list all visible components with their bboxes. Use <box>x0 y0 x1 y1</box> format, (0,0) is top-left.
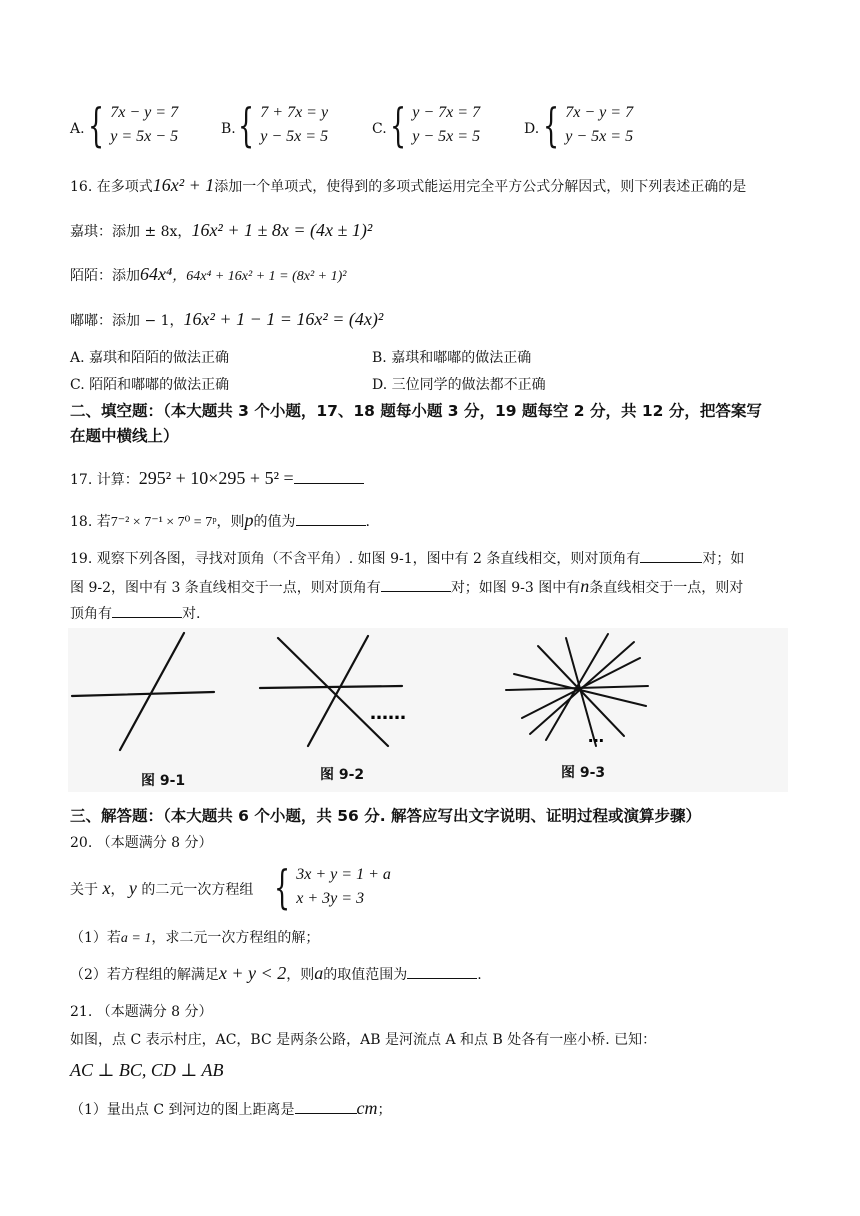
q16-option-d: D. 三位同学的做法都不正确 <box>372 377 546 393</box>
math-variable: a <box>314 963 324 983</box>
question-text: 的二元一次方程组 <box>141 882 254 898</box>
question-19-line-1 <box>70 548 800 569</box>
question-21-text: 如图，点 C 表示村庄，AC，BC 是两条公路，AB 是河流点 A 和点 B 处各有一座小桥. 已知： <box>70 1032 657 1048</box>
answer-blank[interactable] <box>295 1099 357 1114</box>
question-text: 对. <box>182 606 201 622</box>
question-text: 条直线相交于一点，则对 <box>589 580 744 596</box>
math-expression: a = 1 <box>120 931 152 946</box>
brace-icon: { <box>390 98 407 152</box>
question-number: 17. 计算： <box>70 472 139 488</box>
answer-nana <box>70 309 800 331</box>
option-label: D. <box>524 121 540 137</box>
equation-system <box>543 98 634 152</box>
question-20-head: 20. （本题满分 8 分） <box>70 835 213 851</box>
q16-option-b: B. 嘉琪和嘟嘟的做法正确 <box>372 350 532 366</box>
answer-blank[interactable] <box>112 603 182 618</box>
question-number: 18. 若 <box>70 514 111 530</box>
punctuation: ， <box>110 882 125 898</box>
math-expression: ，64x⁴ + 16x² + 1 = (8x² + 1)² <box>172 269 347 284</box>
question-17 <box>70 468 800 490</box>
question-text: 图 9-2，图中有 3 条直线相交于一点，则对顶角有 <box>70 580 381 596</box>
question-text: 对；如图 9-3 图中有 <box>450 580 581 596</box>
math-expression: x + y < 2 <box>218 963 287 983</box>
question-21-head: 21. （本题满分 8 分） <box>70 1004 213 1020</box>
math-expression: 16x² + 1 − 1 = 16x² = (4x)² <box>183 309 384 329</box>
figures-9 <box>68 628 788 792</box>
question-21-part-1 <box>70 1098 800 1120</box>
equation: y − 7x = 7 <box>412 104 481 121</box>
question-text: ，求二元一次方程组的解； <box>151 930 320 946</box>
brace-icon: { <box>274 860 291 914</box>
section-3-title: 三、解答题：（本大题共 6 个小题，共 56 分. 解答应写出文字说明、证明过程或演算步骤） <box>70 807 701 825</box>
equation-system <box>88 98 179 152</box>
equation: y − 5x = 5 <box>260 128 329 145</box>
equation: y − 5x = 5 <box>565 128 634 145</box>
brace-icon: { <box>238 98 255 152</box>
question-text: 顶角有 <box>70 606 112 622</box>
question-text: 关于 <box>70 882 98 898</box>
math-variable: y <box>128 878 137 898</box>
figure-9-3-dots: … <box>588 727 604 746</box>
question-16 <box>70 175 800 197</box>
option-label: A. <box>70 121 85 137</box>
question-19-line-2 <box>70 576 800 598</box>
equation-system <box>238 98 329 152</box>
equation: y = 5x − 5 <box>110 128 179 145</box>
question-text: （1）若 <box>70 930 121 946</box>
figure-9-2-caption: 图 9-2 <box>320 767 365 783</box>
section-2-title-cont: 在题中横线上） <box>70 427 179 445</box>
answer-blank[interactable] <box>407 964 477 979</box>
equation-system <box>390 98 481 152</box>
question-text: 的值为 <box>253 514 296 530</box>
question-text: 对；如 <box>702 551 745 567</box>
answer-taotao <box>70 264 800 287</box>
question-20-part-2 <box>70 963 800 985</box>
section-2-title: 二、填空题：（本大题共 3 个小题，17、18 题每小题 3 分，19 题每空 2 分，共 12 分，把答案写 <box>70 402 762 420</box>
figure-9-3-caption: 图 9-3 <box>561 765 606 781</box>
equation: y − 5x = 5 <box>412 128 481 145</box>
punctuation: . <box>365 514 370 530</box>
question-20-intro <box>70 878 800 900</box>
math-expression: AC ⊥ BC, CD ⊥ AB <box>70 1060 224 1080</box>
math-expression: 16x² + 1 <box>152 175 215 195</box>
unit-label: cm <box>356 1098 378 1118</box>
figure-background <box>68 628 788 792</box>
brace-icon: { <box>543 98 560 152</box>
q16-option-a: A. 嘉琪和陌陌的做法正确 <box>70 350 230 366</box>
answer-label: 陌陌：添加 <box>70 268 140 284</box>
equation-system <box>274 860 391 914</box>
math-expression: 64x⁴ <box>140 264 173 284</box>
answer-label: 嘟嘟：添加 − 1， <box>70 313 184 329</box>
equation: x + 3y = 3 <box>296 890 365 907</box>
question-text: ，则 <box>216 514 245 530</box>
math-variable: x <box>102 878 111 898</box>
answer-blank[interactable] <box>294 469 364 484</box>
question-21-given <box>70 1060 800 1082</box>
question-text: （1）量出点 C 到河边的图上距离是 <box>70 1102 295 1118</box>
q16-option-c: C. 陌陌和嘟嘟的做法正确 <box>70 377 230 393</box>
question-text: 添加一个单项式，使得到的多项式能运用完全平方公式分解因式，则下列表述正确的是 <box>214 179 747 195</box>
equation: 7 + 7x = y <box>260 104 329 121</box>
punctuation: ； <box>377 1102 392 1118</box>
question-text: （2）若方程组的解满足 <box>70 967 219 983</box>
option-label: B. <box>221 121 236 137</box>
question-20-part-1 <box>70 928 800 949</box>
question-number: 16. 在多项式 <box>70 179 153 195</box>
equation: 7x − y = 7 <box>110 104 179 121</box>
answer-blank[interactable] <box>381 577 451 592</box>
question-text: 的取值范围为 <box>323 967 408 983</box>
figure-9-2-dots: …… <box>370 703 406 724</box>
equation: 7x − y = 7 <box>565 104 634 121</box>
question-18 <box>70 510 800 533</box>
question-text: 19. 观察下列各图，寻找对顶角（不含平角）. 如图 9-1，图中有 2 条直线相交，则对顶角有 <box>70 551 641 567</box>
math-variable: n <box>580 576 590 596</box>
brace-icon: { <box>88 98 105 152</box>
answer-jiaqi <box>70 220 800 242</box>
question-19-line-3 <box>70 603 800 624</box>
figure-9-1-caption: 图 9-1 <box>141 773 186 789</box>
math-expression: 7⁻² × 7⁻¹ × 7⁰ = 7ᵖ <box>110 515 217 530</box>
answer-label: 嘉琪：添加 ± 8x， <box>70 224 192 240</box>
option-label: C. <box>372 121 387 137</box>
math-expression: 295² + 10×295 + 5² = <box>138 468 294 488</box>
question-text: ，则 <box>286 967 315 983</box>
punctuation: . <box>477 967 482 983</box>
answer-blank[interactable] <box>296 511 366 526</box>
math-variable: p <box>244 510 254 530</box>
equation: 3x + y = 1 + a <box>296 866 391 883</box>
answer-blank[interactable] <box>640 548 702 563</box>
math-expression: 16x² + 1 ± 8x = (4x ± 1)² <box>191 220 373 240</box>
